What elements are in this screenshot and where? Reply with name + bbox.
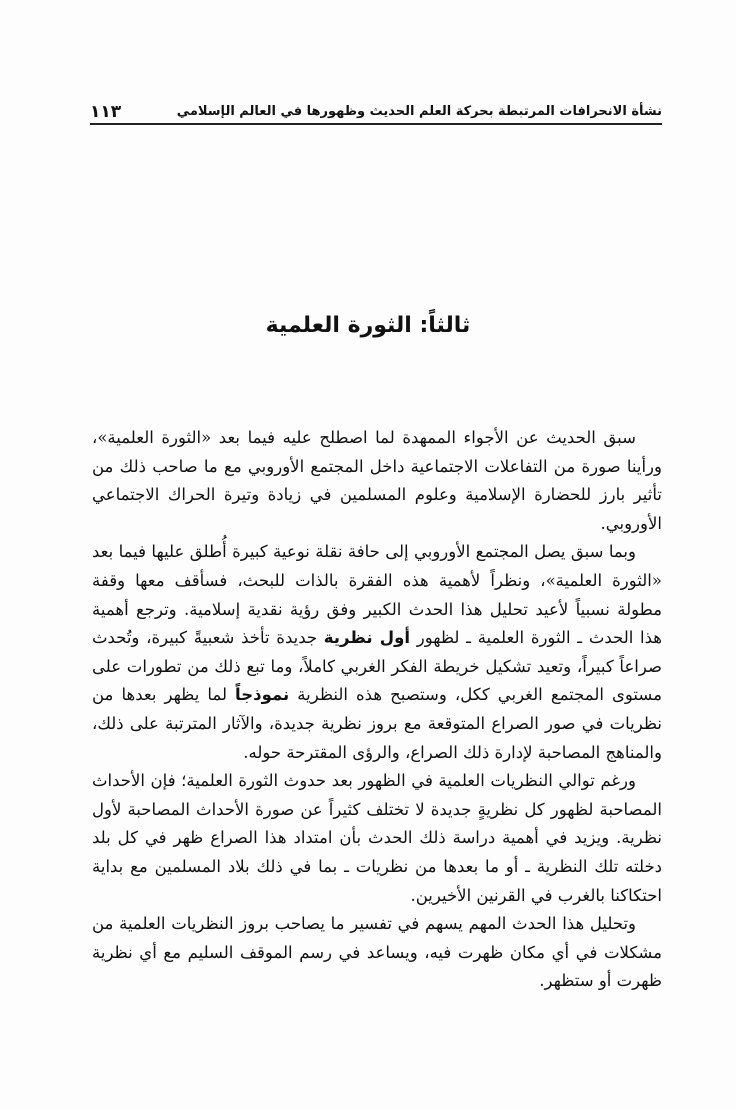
section-title: ثالثاً: الثورة العلمية	[265, 313, 471, 339]
header-divider	[90, 123, 662, 125]
paragraph	[92, 424, 662, 538]
page-number: ١١٣	[90, 102, 122, 122]
emphasized-term: أول نظرية	[323, 628, 410, 648]
paragraph	[92, 767, 662, 910]
emphasized-term: نموذجاً	[235, 685, 290, 705]
paragraph-text: لما يظهر بعدها من نظريات في صور الصراع المتوقعة مع بروز نظرية جديدة، والآثار المترتبة على ذلك، والمناهج المصاحبة لإدارة ذلك الصراع، والرؤى المقترحة حوله.	[92, 685, 662, 762]
running-header	[90, 92, 662, 122]
paragraph	[92, 538, 662, 767]
running-title: نشأة الانحرافات المرتبطة بحركة العلم الحديث وظهورها في العالم الإسلامي	[176, 104, 662, 119]
paragraph-text: وبما سبق يصل المجتمع الأوروبي إلى حافة نقلة نوعية كبيرة أُطلق عليها فيما بعد «الثورة العلمية»، ونظراً لأهمية هذه الفقرة بالذات للبحث، فسأقف معها وقفة مطولة نسبياً لأعيد تحليل هذا الحدث الكبير وفق رؤية نقدية إسلامية. وترجع أهمية هذا الحدث ـ الثورة العلمية ـ لظهور	[92, 542, 662, 648]
body-text	[92, 424, 662, 996]
paragraph	[92, 910, 662, 996]
paragraph-text: سبق الحديث عن الأجواء الممهدة لما اصطلح عليه فيما بعد «الثورة العلمية»، ورأينا صورة من التفاعلات الاجتماعية داخل المجتمع الأوروبي مع ما صاحب ذلك من تأثير بارز للحضارة الإسلامية وعلوم المسلمين في زيادة وتيرة الحراك الاجتماعي الأوروبي.	[92, 428, 662, 533]
paragraph-text: ورغم توالي النظريات العلمية في الظهور بعد حدوث الثورة العلمية؛ فإن الأحداث المصاحبة لظهور كل نظريةٍ جديدة لا تختلف كثيراً عن صورة الأحداث المصاحبة لأول نظرية. ويزيد في أهمية دراسة ذلك الحدث بأن امتداد هذا الصراع ظهر في كل بلد دخلته تلك النظرية ـ أو ما بعدها من نظريات ـ بما في ذلك بلاد المسلمين مع بداية احتكاكنا بالغرب في القرنين الأخيرين.	[92, 771, 662, 905]
paragraph-text: وتحليل هذا الحدث المهم يسهم في تفسير ما يصاحب بروز النظريات العلمية من مشكلات في أي مكان ظهرت فيه، ويساعد في رسم الموقف السليم مع أي نظرية ظهرت أو ستظهر.	[92, 914, 662, 991]
paragraph-text: جديدة تأخذ شعبيةً كبيرة، وتُحدث صراعاً كبيراً، وتعيد تشكيل خريطة الفكر الغربي كاملاً، وما تبع ذلك من تطورات على مستوى المجتمع الغربي ككل، وستصبح هذه النظرية	[92, 628, 662, 705]
